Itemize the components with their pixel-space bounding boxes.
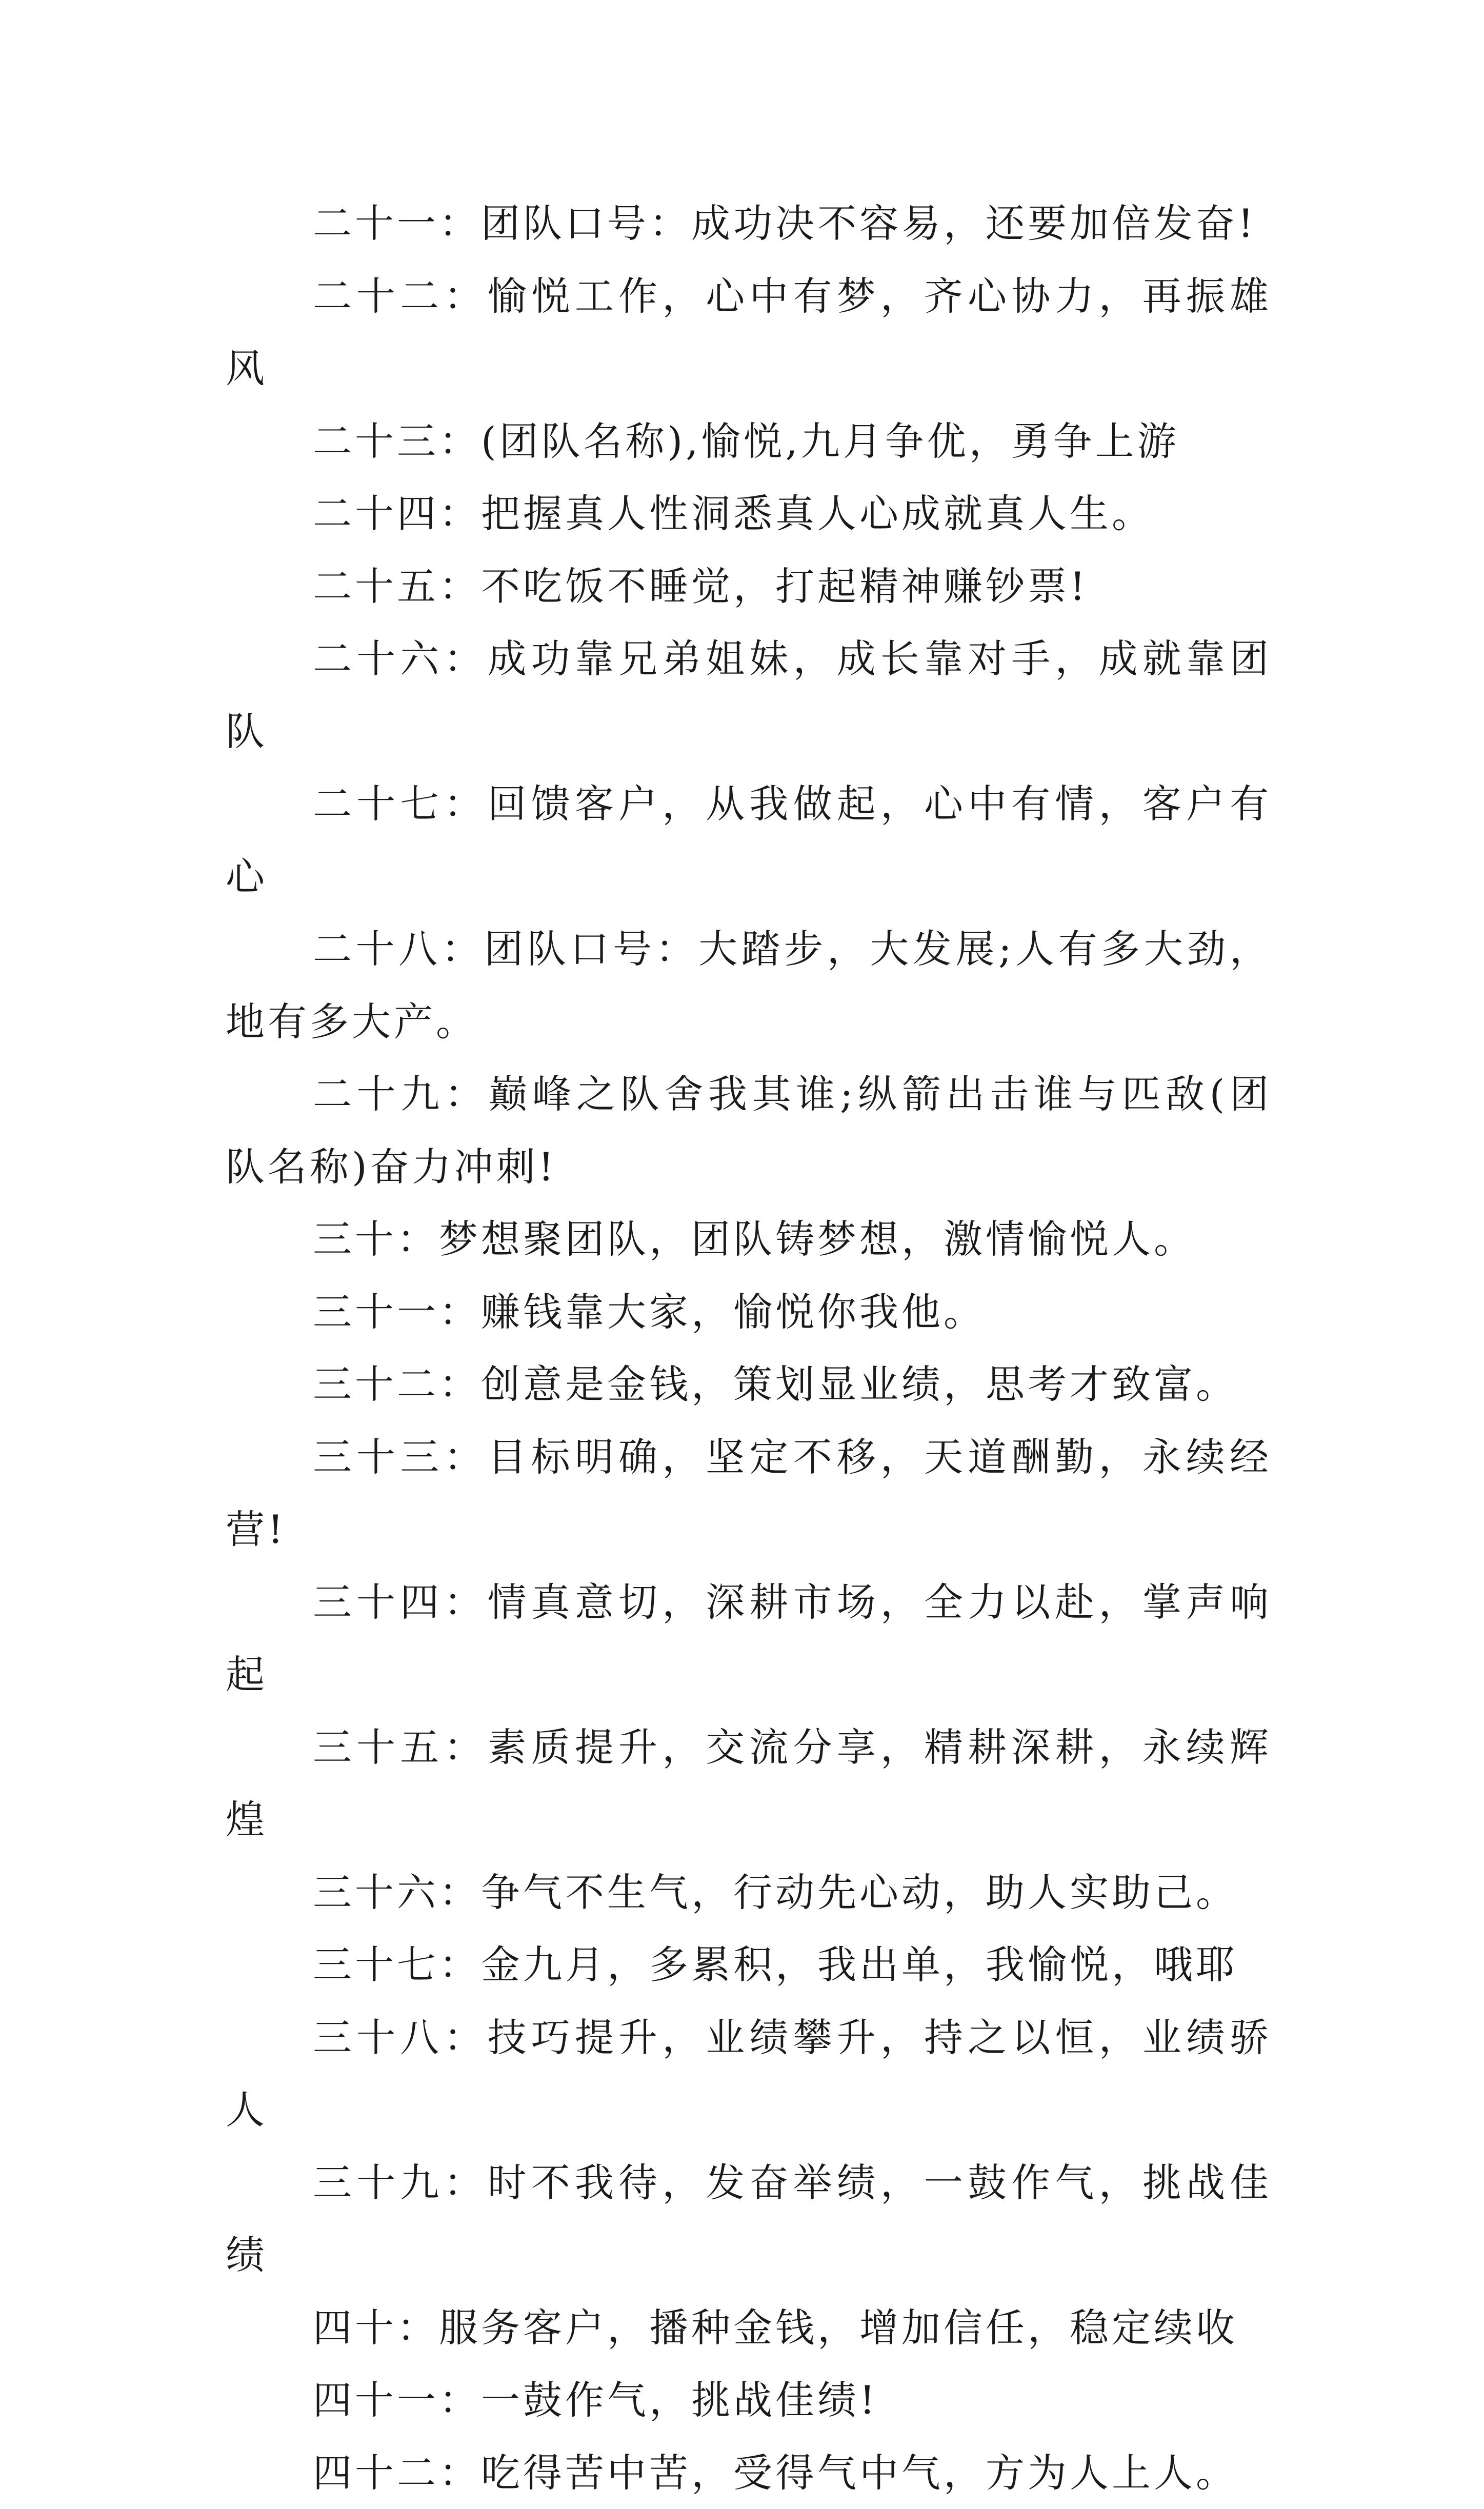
paragraph-28: 二十八：团队口号：大踏步，大发展;人有多大劲，地有多大产。 (226, 913, 1272, 1058)
paragraph-26: 二十六：成功靠兄弟姐妹，成长靠对手，成就靠团队 (226, 623, 1272, 768)
paragraph-41: 四十一：一鼓作气，挑战佳绩! (226, 2364, 1272, 2437)
paragraph-24: 二十四：把握真人性洞悉真人心成就真人生。 (226, 477, 1272, 550)
paragraph-40: 四十：服务客户，播种金钱，增加信任，稳定续收 (226, 2292, 1272, 2364)
paragraph-34: 三十四：情真意切，深耕市场，全力以赴，掌声响起 (226, 1566, 1272, 1711)
paragraph-22: 二十二：愉悦工作，心中有梦，齐心协力，再振雄风 (226, 260, 1272, 405)
document-body (226, 187, 1272, 2509)
paragraph-27: 二十七：回馈客户，从我做起，心中有情，客户有心 (226, 768, 1272, 913)
paragraph-29: 二十九：巅峰之队舍我其谁;纵箭出击谁与匹敌(团队名称)奋力冲刺! (226, 1058, 1272, 1203)
paragraph-36: 三十六：争气不生气，行动先心动，助人实助己。 (226, 1856, 1272, 1929)
paragraph-21: 二十一：团队口号：成功决不容易，还要加倍发奋! (226, 187, 1272, 260)
paragraph-30: 三十：梦想聚团队，团队铸梦想，激情愉悦人。 (226, 1203, 1272, 1276)
paragraph-32: 三十二：创意是金钱，策划显业绩，思考才致富。 (226, 1348, 1272, 1421)
paragraph-31: 三十一：赚钱靠大家，愉悦你我他。 (226, 1276, 1272, 1349)
paragraph-39: 三十九：时不我待，发奋举绩，一鼓作气，挑战佳绩 (226, 2146, 1272, 2292)
paragraph-38: 三十八：技巧提升，业绩攀升，持之以恒，业绩骄人 (226, 2001, 1272, 2146)
paragraph-42: 四十二：吃得苦中苦，受得气中气，方为人上人。 (226, 2437, 1272, 2509)
paragraph-23: 二十三：(团队名称),愉悦,九月争优，勇争上游 (226, 405, 1272, 478)
paragraph-25: 二十五：不吃饭不睡觉，打起精神赚钞票! (226, 550, 1272, 623)
paragraph-35: 三十五：素质提升，交流分享，精耕深耕，永续辉煌 (226, 1711, 1272, 1856)
paragraph-37: 三十七：金九月，多累积，我出单，我愉悦，哦耶 (226, 1929, 1272, 2001)
paragraph-33: 三十三：目标明确，坚定不移，天道酬勤，永续经营! (226, 1421, 1272, 1566)
